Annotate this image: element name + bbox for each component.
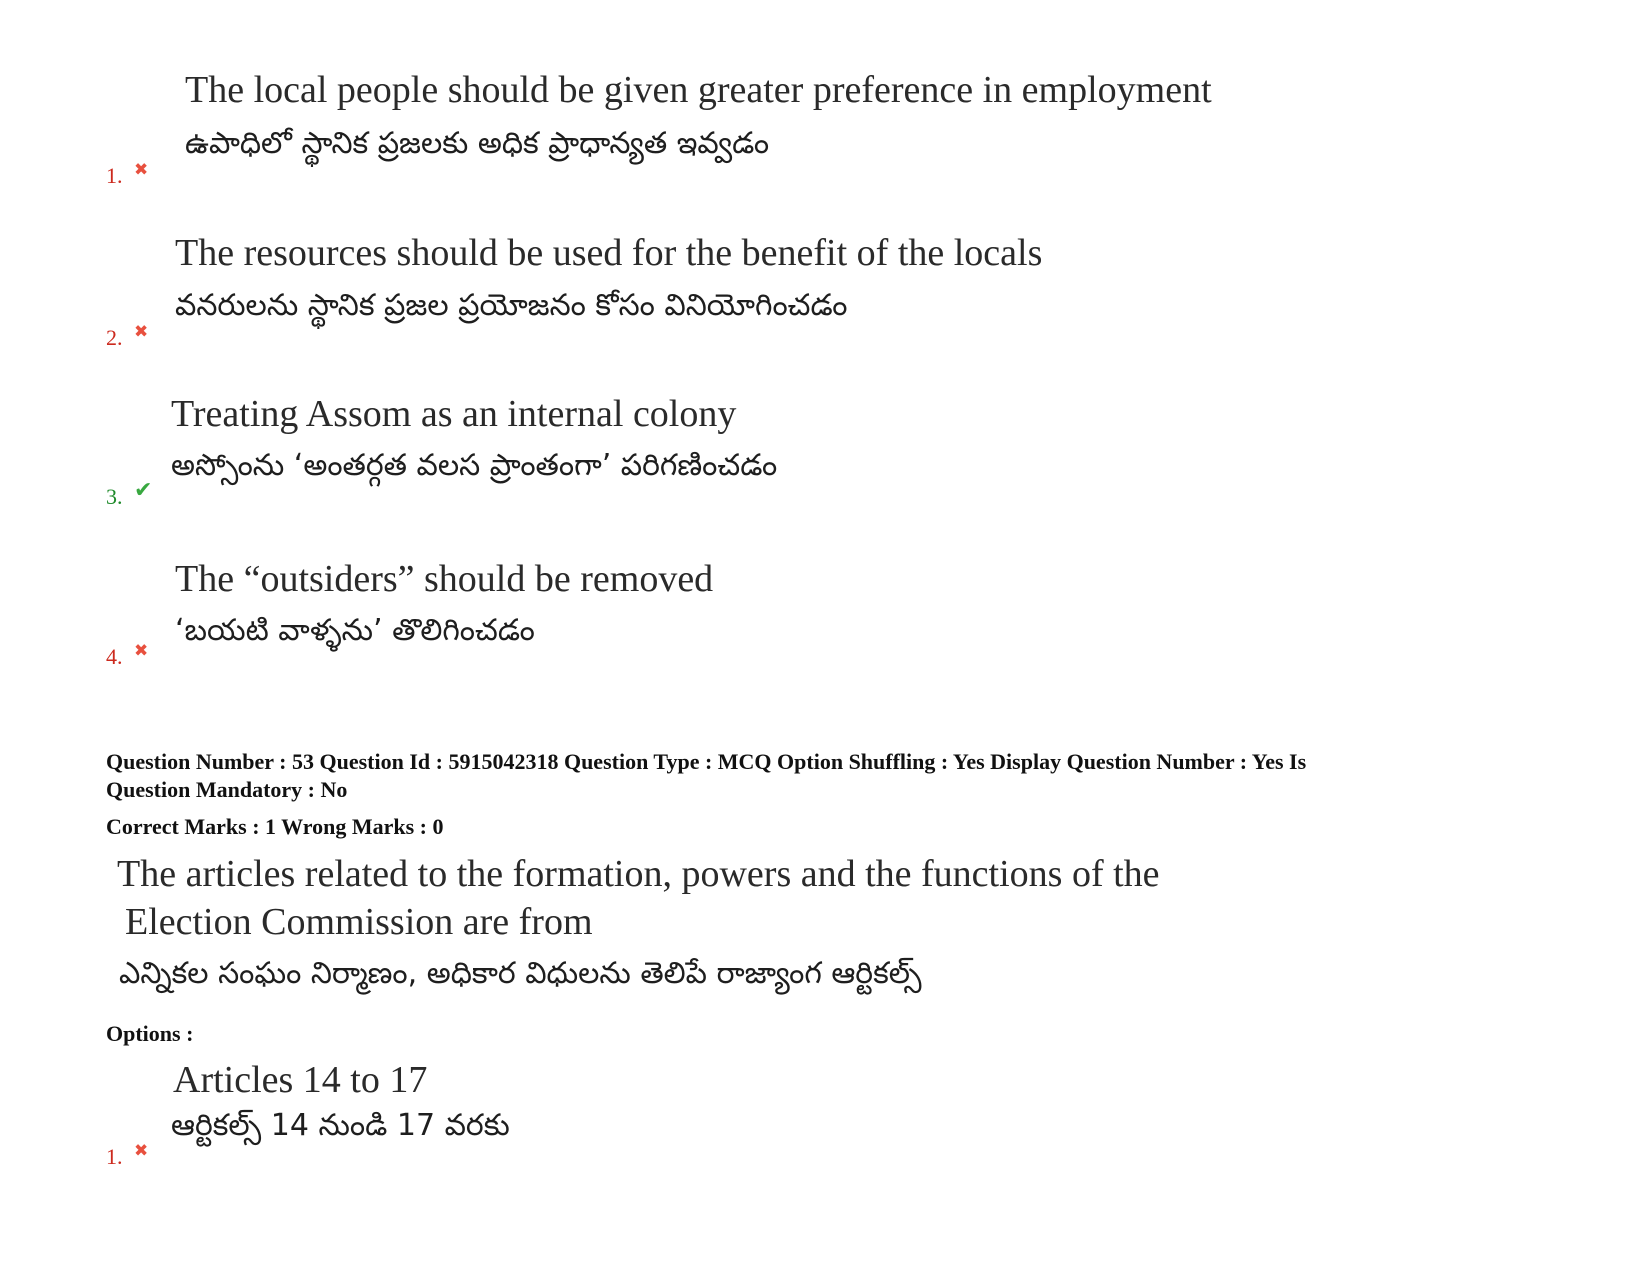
check-icon: ✔ <box>134 478 153 503</box>
option-number: 2. <box>106 325 123 350</box>
cross-icon: ✖ <box>134 1141 149 1161</box>
option-number: 3. <box>106 484 123 509</box>
option-number: 4. <box>106 644 123 669</box>
option-number: 1. <box>106 1144 123 1169</box>
option-english-text: The local people should be given greater preference in employment <box>185 69 1212 111</box>
options-label: Options : <box>106 1021 194 1046</box>
option-english-text: The “outsiders” should be removed <box>175 558 714 600</box>
option-telugu-text: అస్సోంను ‘అంతర్గత వలస ప్రాంతంగా’ పరిగణించడం <box>171 448 778 483</box>
question-meta-line1: Question Number : 53 Question Id : 5915042318 Question Type : MCQ Option Shuffling : Yes Display Question Number : Yes Is <box>106 749 1307 774</box>
option-english-text: Articles 14 to 17 <box>173 1059 428 1101</box>
option-english-text: The resources should be used for the benefit of the locals <box>175 232 1043 274</box>
option-number: 1. <box>106 163 123 188</box>
option-telugu-text: వనరులను స్థానిక ప్రజల ప్రయోజనం కోసం వినియోగించడం <box>175 288 848 323</box>
option-telugu-text: ‘బయటి వాళ్ళను’ తొలిగించడం <box>175 613 535 648</box>
option-english-text: Treating Assom as an internal colony <box>171 393 737 435</box>
option-telugu-text: ఆర్టికల్స్ 14 నుండి 17 వరకు <box>171 1108 510 1143</box>
question-meta-line2: Question Mandatory : No <box>106 777 348 802</box>
cross-icon: ✖ <box>134 322 149 342</box>
option-telugu-text: ఉపాధిలో స్థానిక ప్రజలకు అధిక ప్రాధాన్యత ఇవ్వడం <box>185 126 770 161</box>
question-marks: Correct Marks : 1 Wrong Marks : 0 <box>106 814 444 839</box>
question-english-line1: The articles related to the formation, powers and the functions of the <box>117 853 1160 895</box>
cross-icon: ✖ <box>134 160 149 180</box>
question-english-line2: Election Commission are from <box>125 901 593 943</box>
question-telugu-text: ఎన్నికల సంఘం నిర్మాణం, అధికార విధులను తెలిపే రాజ్యాంగ ఆర్టికల్స్ <box>119 956 922 991</box>
question-meta <box>106 748 1586 804</box>
cross-icon: ✖ <box>134 641 149 661</box>
